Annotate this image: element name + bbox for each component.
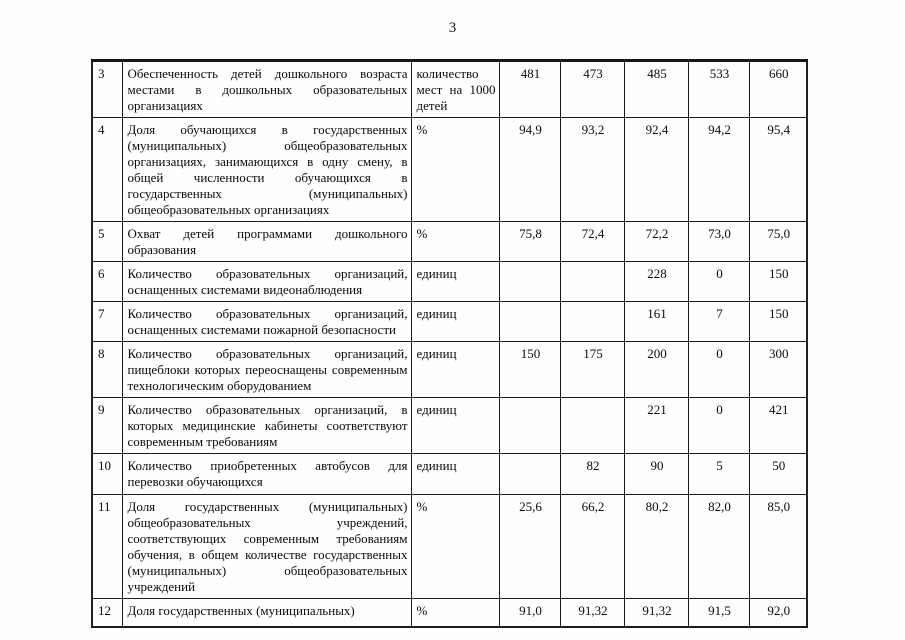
indicator-name-cell: Количество образовательных организаций, пищеблоки которых переоснащены современным технологическим оборудованием [122, 342, 411, 398]
value-cell: 0 [688, 262, 749, 302]
value-cell: 150 [749, 262, 807, 302]
value-cell: 91,32 [560, 599, 624, 627]
value-cell [499, 262, 560, 302]
value-cell: 91,32 [624, 599, 688, 627]
indicator-name-cell: Доля государственных (муниципальных) [122, 599, 411, 627]
value-cell: 150 [749, 302, 807, 342]
table-row [92, 222, 807, 262]
indicator-name-cell: Количество образовательных организаций, оснащенных системами пожарной безопасности [122, 302, 411, 342]
value-cell: 90 [624, 454, 688, 495]
row-number-cell: 9 [92, 398, 122, 454]
page-number: 3 [448, 20, 457, 36]
unit-cell: единиц [411, 262, 499, 302]
table-row [92, 262, 807, 302]
value-cell: 82 [560, 454, 624, 495]
unit-cell: % [411, 495, 499, 599]
value-cell: 94,9 [499, 118, 560, 222]
value-cell: 485 [624, 61, 688, 118]
unit-cell: количество мест на 1000 детей [411, 61, 499, 118]
row-number-cell: 12 [92, 599, 122, 627]
value-cell: 73,0 [688, 222, 749, 262]
value-cell: 94,2 [688, 118, 749, 222]
indicator-name-cell: Доля обучающихся в государственных (муниципальных) общеобразовательных организациях, занимающихся в одну смену, в общей численности обучающихся в государственных (муниципальных) общеобразовательных организациях [122, 118, 411, 222]
value-cell: 660 [749, 61, 807, 118]
table-row [92, 61, 807, 118]
table-row [92, 495, 807, 599]
value-cell: 95,4 [749, 118, 807, 222]
table-row [92, 454, 807, 495]
indicator-name-cell: Доля государственных (муниципальных) общеобразовательных учреждений, соответствующих современным требованиям обучения, в общем количестве государственных (муниципальных) общеобразовательных учреждений [122, 495, 411, 599]
value-cell: 221 [624, 398, 688, 454]
row-number-cell: 4 [92, 118, 122, 222]
value-cell: 75,0 [749, 222, 807, 262]
value-cell: 72,4 [560, 222, 624, 262]
table-row [92, 599, 807, 627]
indicators-table [91, 59, 808, 628]
row-number-cell: 3 [92, 61, 122, 118]
table-row [92, 118, 807, 222]
indicator-name-cell: Обеспеченность детей дошкольного возраста местами в дошкольных образовательных организациях [122, 61, 411, 118]
row-number-cell: 6 [92, 262, 122, 302]
unit-cell: % [411, 599, 499, 627]
value-cell: 91,0 [499, 599, 560, 627]
value-cell: 85,0 [749, 495, 807, 599]
unit-cell: единиц [411, 454, 499, 495]
indicator-name-cell: Охват детей программами дошкольного образования [122, 222, 411, 262]
value-cell: 92,4 [624, 118, 688, 222]
value-cell: 82,0 [688, 495, 749, 599]
indicator-name-cell: Количество образовательных организаций, оснащенных системами видеонаблюдения [122, 262, 411, 302]
row-number-cell: 7 [92, 302, 122, 342]
indicator-name-cell: Количество образовательных организаций, в которых медицинские кабинеты соответствуют современным требованиям [122, 398, 411, 454]
value-cell: 228 [624, 262, 688, 302]
value-cell: 72,2 [624, 222, 688, 262]
value-cell: 481 [499, 61, 560, 118]
value-cell: 0 [688, 398, 749, 454]
value-cell: 80,2 [624, 495, 688, 599]
value-cell [499, 398, 560, 454]
value-cell: 25,6 [499, 495, 560, 599]
value-cell: 75,8 [499, 222, 560, 262]
value-cell [560, 398, 624, 454]
row-number-cell: 10 [92, 454, 122, 495]
value-cell: 50 [749, 454, 807, 495]
value-cell: 150 [499, 342, 560, 398]
value-cell [560, 302, 624, 342]
value-cell: 7 [688, 302, 749, 342]
row-number-cell: 8 [92, 342, 122, 398]
row-number-cell: 11 [92, 495, 122, 599]
value-cell: 5 [688, 454, 749, 495]
table-row [92, 342, 807, 398]
value-cell: 300 [749, 342, 807, 398]
value-cell: 161 [624, 302, 688, 342]
value-cell: 0 [688, 342, 749, 398]
value-cell: 533 [688, 61, 749, 118]
value-cell: 66,2 [560, 495, 624, 599]
row-number-cell: 5 [92, 222, 122, 262]
value-cell: 175 [560, 342, 624, 398]
value-cell: 200 [624, 342, 688, 398]
value-cell: 93,2 [560, 118, 624, 222]
table-row [92, 302, 807, 342]
unit-cell: единиц [411, 342, 499, 398]
value-cell: 473 [560, 61, 624, 118]
value-cell [499, 454, 560, 495]
value-cell: 91,5 [688, 599, 749, 627]
unit-cell: % [411, 118, 499, 222]
value-cell: 92,0 [749, 599, 807, 627]
value-cell [499, 302, 560, 342]
unit-cell: единиц [411, 398, 499, 454]
value-cell: 421 [749, 398, 807, 454]
table-row [92, 398, 807, 454]
unit-cell: единиц [411, 302, 499, 342]
unit-cell: % [411, 222, 499, 262]
value-cell [560, 262, 624, 302]
indicator-name-cell: Количество приобретенных автобусов для перевозки обучающихся [122, 454, 411, 495]
